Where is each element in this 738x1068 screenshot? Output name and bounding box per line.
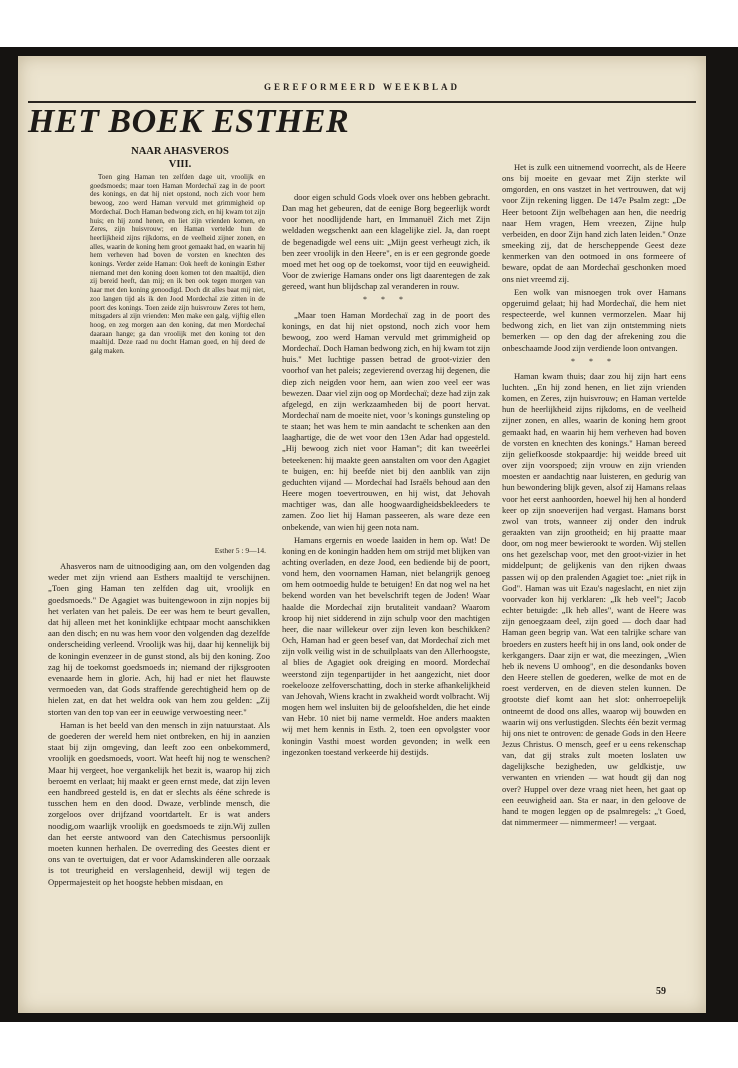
paragraph: Haman kwam thuis; daar zou hij zijn hart eens luchten. „En hij zond henen, en liet zijn vrienden komen, en Zeres, zijn huisvrouw; en Haman vertelde hun de heerlijkheid zijns rijkdoms, en de veelheid zijner zonen, en alles, waarin de koning hem groot gemaakt had, en waarin hij hem verheven had boven de vorsten en knechten des konings." Haman bereed zijn geliefkoosde stokpaardje: hij weidde breed uit over zijn voorspoed; zijn vrouw en zijn vrienden moesten er aandachtig naar luisteren, en gedurig van hun bewondering blijk geven, alsof zij Hamans relaas voor het eerst aanhoorden, hoewel hij hen al honderd keer op zijn snoeverijen had vergast. Hamans borst zwol van trots, wanneer zij onder den indruk geraakten van zijn grootheid; en hij praatte maar door, om nog meer bewierookt te worden. Wij stellen ons het gezelschap voor, met den groot-vizier in het middelpunt; de gelijkenis van den rijken dwaas passen wij op den pralenden Agagiet toe: „niet rijk in God". Haman was uit Ezau's nageslacht, en niet zijn voorvader kon hij verklaren: „Ik heb veel"; Jacob echter betuigde: „Ik heb alles", want de Heere was zijn genoegzaam deel, zijn goed — doch daar had Haman geen begrip van. Wat een talrijke schare van broeders en zusters heeft hij in ons land, ook onder de kerkgangers. Daar zijn er wat, die meezingen, „Wien heb ik nevens U omhoog", en die desondanks boven den Heere stellen de goederen, welke de mot en de roest verderven, en de dieven stelen kunnen. De grootste dief komt aan het slot: onherroepelijk ontneemt de dood ons alles, waarop wij bouwden en waarin wij ons verlustigden. Slechts één bezit vermag hij ons niet te ontroven: de genade Gods in den Heere Jezus Christus. O mensch, geef er u eens rekenschap van, dat gij straks zult moeten loslaten uw dagelijksche bezigheden, uw geldkistje, uw verwanten en vrienden — wat houdt gij dan nog over? Huppel over deze vraag niet heen, het gaat op een eeuwigheid aan. Sta er naar, in den geloove de hand te mogen leggen op de psalmregels: „'t Goed, dat nimmermeer — nimmermeer! — vergaat. <box>502 370 686 828</box>
paragraph: Hamans ergernis en woede laaiden in hem op. Wat! De koning en de koningin hadden hem om strijd met blijken van achting overladen, en deze Jood, een bediende bij de poort, vond hem, den voornamen Haman, niet belangrijk genoeg om hem ootmoedig hulde te betuigen! En dat nog wel na het bekend worden van het bevelschrift tegen de Joden! Waar haalde die Mordechaï zijn brutaliteit vandaan? Waarom kroop hij niet sidderend in zijn schulp voor den machtigen heer, die naar willekeur over zijn leven kon beschikken? Och, Haman had er geen besef van, dat Mordechaï zich met zijn volk veilig wist in de schuilplaats van den Allerhoogste, al blies de Agagiet ook dreiging en moord. Mordechaï weerstond zijn tegenpartijder in het aangezicht, niet door roekelooze zelfoverschatting, doch in sterke afhankelijkheid van Jehovah, Wiens kracht in zwakheid wordt volbracht. Wij mogen hem wel insluiten bij de geloofshelden, die het einde van Hebr. 10 niet bij name vermeldt. Hoe anders maakten wij met hem kennis in Esth. 2, toen een opvolgster voor koningin Vasthi moest worden gevonden; in welk een ingezonken toestand verkeerde hij destijds. <box>282 534 490 757</box>
article-title: HET BOEK ESTHER <box>28 103 350 140</box>
magazine-page <box>18 56 706 1013</box>
paragraph: door eigen schuld Gods vloek over ons hebben gebracht. Dan mag het gebeuren, dat de eenige Borg begeerlijk wordt voor het noodlijdende hart, en Immanuël Zich met Zijn weldaden wegschenkt aan een klagelijke ziel. Ja, dan roept de begenadigde wel eens uit: „Mijn geest verheugt zich, ik ben zeer vroolijk in den Heere", en is er een gegronde goede moed met het oog op de toekomst, voor tijd en eeuwigheid. Voor de zwierige Hamans onder ons ligt daarentegen de zak gereed, want hun blijdschap zal veranderen in rouw. <box>282 192 490 292</box>
column-2 <box>282 192 490 760</box>
article-subtitle: NAAR AHASVEROS <box>131 146 229 157</box>
page-number: 59 <box>656 986 666 997</box>
paragraph: Haman is het beeld van den mensch in zijn natuurstaat. Als de goederen der wereld hem niet ontbreken, en hij in aanzien staat bij zijn omgeving, dan leeft zoo een onbekommerd, vroolijk en goedsmoeds, voort. Wat heeft hij nog te wenschen? Maar hij vergeet, hoe vergankelijk het bezit is, waarop hij zich beroemt en verlaat; hij maakt er geen ernst mede, dat zijn leven een handbreed gesteld is, en dat er slechts als ééne schrede is tusschen hem en den dood. Dwaze, verblinde mensch, die zorgeloos over drijfzand voortdartelt. Er is wat anders noodig,om waarlijk vroolijk en goedsmoeds te zijn.Wij zullen dan het eerste antwoord van den Catechismus persoonlijk moeten kunnen herhalen. De overreding des Geestes dient er ons van te overtuigen, dat er voor Adamskinderen alle oorzaak is tot treurigheid en verslagenheid, dewijl wij tegen de Oppermajesteit op het hoogste hebben misdaan, en <box>48 719 270 887</box>
paragraph: Ahasveros nam de uitnoodiging aan, om den volgenden dag weder met zijn vriend aan Esthers maaltijd te verschijnen. „Toen ging Haman ten zelfden dag uit, vroolijk en goedsmoeds." De Agagiet was buitengewoon in zijn nopjes bij het verlaten van het paleis. De eer was hem te beurt gevallen, dat hij alleen met het koninklijke echtpaar mocht aanschikken aan den disch; en nu was hem voor den volgenden dag dezelfde onderscheiding verleend. Vroolijk was hij, daar hij kennelijk bij de koningin evenzeer in de gunst stond, als bij den koning. Zoo zag hij de toekomst goedsmoeds in; niemand der rijksgrooten evenaarde hem in glorie. Ach, hij had er niet het flauwste vermoeden van, dat Gods straffende gerechtigheid hem op de hielen zat, en dat het weldra ook van hem zou gelden: „Zij storten van den top van eer in eeuwige verwoesting neer." <box>48 561 270 717</box>
chapter-number: VIII. <box>168 159 192 170</box>
paragraph: Een wolk van misnoegen trok over Hamans opgeruimd gelaat; hij had Mordechaï, die hem niet respecteerde, wel kunnen vermorzelen. Maar hij bedwong zich, en liet van zijn ontstemming niets bemerken — op den dag der afrekening zou die onbeschaamde Jood zijn verdiende loon ontvangen. <box>502 286 686 353</box>
column-1 <box>48 561 270 890</box>
paragraph: „Maar toen Haman Mordechaï zag in de poort des konings, en dat hij niet opstond, noch zich voor hem bewoog, zoo werd Haman vervuld met grimmigheid op Mordechaï. Doch Haman bedwong zich, en hij kwam tot zijn huis." Met luchtige passen betrad de groot-vizier den voorhof van het paleis; zegevierend overzag hij degenen, die diep zich neigden voor hem, aan wien zoo veel eer was bewezen. Daar viel zijn oog op Mordechaï; deze had zijn zak afgelegd, en zijn werkzaamheden bij de poort hervat. Mordechaï nam de moeite niet, voor 's konings gunsteling op te staan; het was hem te min aandacht te schenken aan den laaghartige, die de wet voor den 13en Adar had opgesteld. „Hij bewoog zich niet voor Haman"; dit kan tweeërlei beteekenen: hij maakte geen aanstalten om voor den Agagiet te buigen, en: hij beefde niet bij den aanblik van zijn geduchten vijand — Mordechaï had Israëls behoud aan den Heere mogen toevertrouwen, en hij wist, dat Jehovah machtiger was, dan alle hoogwaardigheidsbekleeders te zamen. Zoo liet hij Haman passeeren, als ware deze een onbekende, van wien hij geen nota nam. <box>282 309 490 532</box>
column-3 <box>502 162 686 830</box>
section-separator: * * * <box>571 356 617 366</box>
running-header: GEREFORMEERD WEEKBLAD <box>263 82 461 92</box>
section-separator: * * * <box>363 295 409 305</box>
quote-text: Toen ging Haman ten zelfden dage uit, vroolijk en goedsmoeds; maar toen Haman Mordechaï zag in de poort des konings, en dat hij niet opstond, noch zich voor hem bewoog, zoo werd Haman vervuld met grimmigheid op Mordechaï. Doch Haman bedwong zich, en hij kwam tot zijn huis; en hij zond henen, en liet zijn vrienden komen, en Zeres, zijn huisvrouw; en Haman vertelde hun de heerlijkheid zijns rijkdoms, en de veelheid zijner zonen, en alles, waarin de koning hem groot gemaakt had, en waarin hij hem verheven had boven de vorsten en knechten des konings. Verder zeide Haman: Ook heeft de koningin Esther niemand met den koning doen komen tot den maaltijd, dien zij bereid heeft, dan mij; en ik ben ook tegen morgen van haar met den koning genoodigd. Doch dit alles baat mij niet, zoo langen tijd als ik den Jood Mordechaï zie zitten in de poort des konings. Toen zeide zijn huisvrouw Zeres tot hem, mitsgaders al zijn vrienden: Men make een galg, vijftig ellen hoog, en zeg morgen aan den koning, dat men Mordechaï daaraan hange; ga dan vroolijk met den koning tot den maaltijd. Deze raad nu docht Haman goed, en hij deed de galg maken. <box>90 173 265 356</box>
top-margin <box>0 0 738 47</box>
scripture-quote <box>90 173 265 356</box>
scripture-reference: Esther 5 : 9—14. <box>214 546 266 555</box>
paragraph: Het is zulk een uitnemend voorrecht, als de Heere ons bij moeite en gevaar met Zijn sterkte wil omgorden, en ons vastzet in het vertrouwen, dat wij voor Zijn rekening liggen. De 147e Psalm zegt: „De Heer betoont Zijn welbehagen aan hen, die needrig naar Hem vragen, Hem vreezen, Zijne hulp verbeiden, en door Zijn hand zich laten leiden." Onze smeeking zij, dat de herscheppende Geest deze kenmerken van den ootmoed in ons formeere of beware, opdat de aan Mordechaï geschonken moed ons niet vreemd zij. <box>502 162 686 284</box>
